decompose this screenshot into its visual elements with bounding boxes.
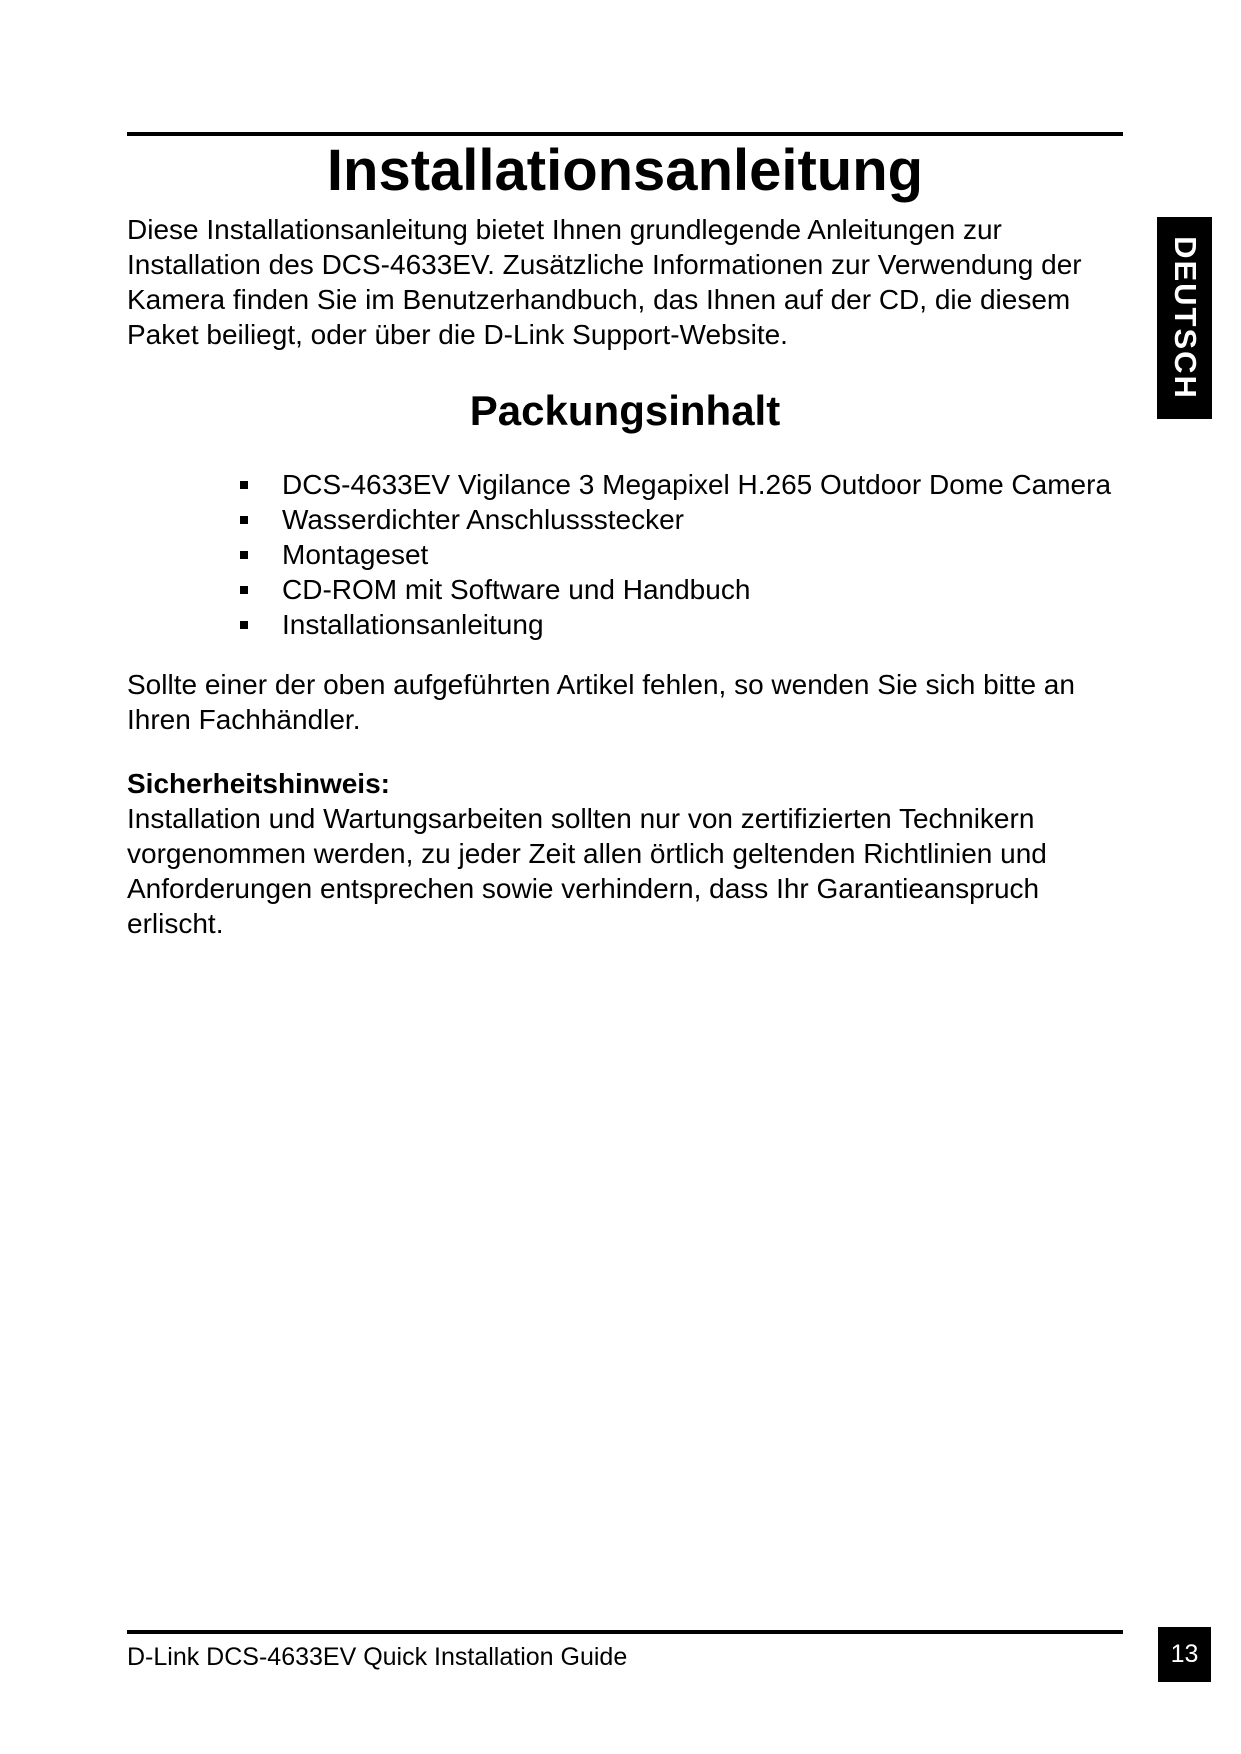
footer-text: D-Link DCS-4633EV Quick Installation Guide — [127, 1643, 628, 1671]
list-item — [240, 467, 1111, 502]
list-item — [240, 572, 1111, 607]
list-item — [240, 607, 1111, 642]
package-heading: Packungsinhalt — [469, 387, 781, 434]
bullet-icon — [240, 551, 248, 559]
language-tab — [1157, 217, 1212, 419]
bottom-rule — [127, 1630, 1123, 1634]
language-tab-label: DEUTSCH — [1167, 236, 1203, 400]
page-title: Installationsanleitung — [326, 138, 924, 203]
package-list — [240, 467, 1111, 642]
safety-text: Installation und Wartungsarbeiten sollten nur von zertifizierten Technikern vorgenommen werden, zu jeder Zeit allen örtlich geltenden Richtlinien und Anforderungen entsprechen sowie verhindern, dass Ihr Garantieanspruch erlischt. — [127, 803, 1047, 939]
list-item-text: DCS-4633EV Vigilance 3 Megapixel H.265 Outdoor Dome Camera — [282, 469, 1112, 500]
list-item — [240, 502, 1111, 537]
safety-heading: Sicherheitshinweis: — [127, 768, 390, 799]
bullet-icon — [240, 586, 248, 594]
intro-paragraph: Diese Installationsanleitung bietet Ihnen grundlegende Anleitungen zur Installation des DCS-4633EV. Zusätzliche Informationen zur Verwendung der Kamera finden Sie im Benutzerhandbuch, das Ihnen auf der CD, die diesem Paket beiliegt, oder über die D-Link Support-Website. — [127, 214, 1082, 350]
list-item-text: Installationsanleitung — [282, 609, 544, 640]
bullet-icon — [240, 516, 248, 524]
list-item-text: CD-ROM mit Software und Handbuch — [282, 574, 751, 605]
list-item-text: Wasserdichter Anschlussstecker — [282, 504, 684, 535]
page-number: 13 — [1158, 1627, 1211, 1682]
list-item-text: Montageset — [282, 539, 429, 570]
list-item — [240, 537, 1111, 572]
missing-items-note: Sollte einer der oben aufgeführten Artikel fehlen, so wenden Sie sich bitte an Ihren Fachhändler. — [127, 669, 1075, 735]
bullet-icon — [240, 481, 248, 489]
bullet-icon — [240, 621, 248, 629]
